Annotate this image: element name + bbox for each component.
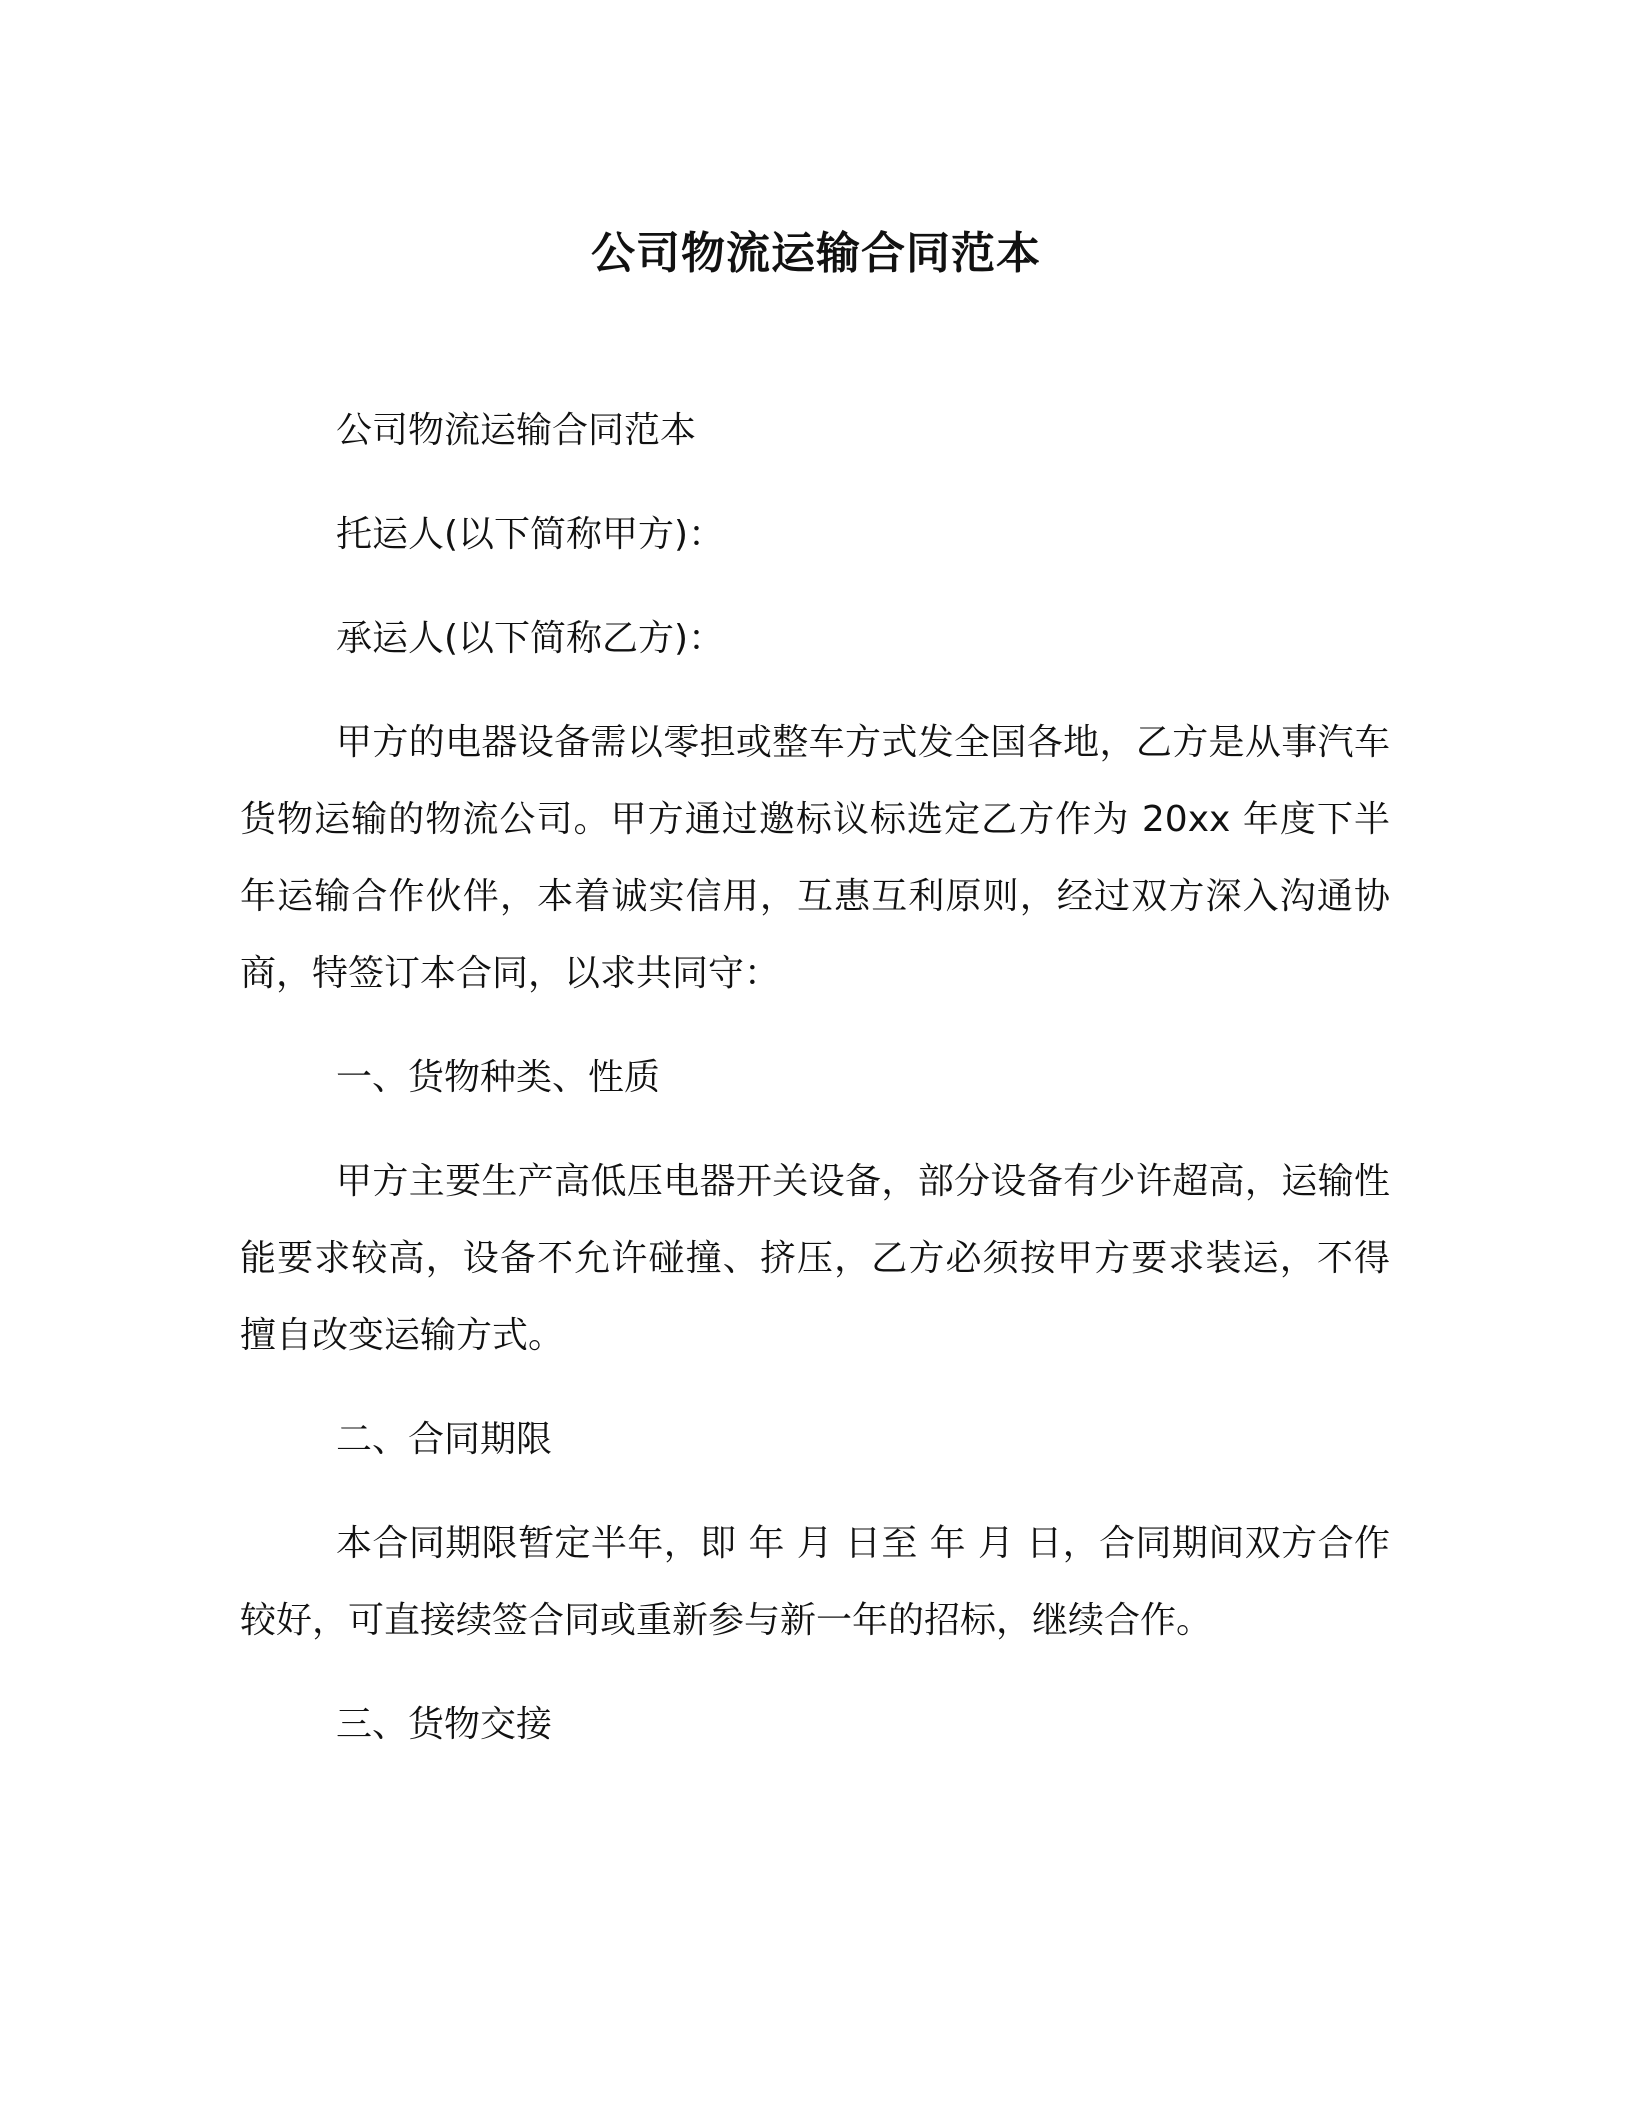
section-heading-goods: 一、货物种类、性质 bbox=[336, 1057, 661, 1098]
paragraph-shipper: 托运人(以下简称甲方)： bbox=[336, 514, 725, 555]
paragraph-goods: 甲方主要生产高低压电器开关设备，部分设备有少许超高，运输性能要求较高，设备不允许碰撞、挤压，乙方必须按甲方要求装运，不得擅自改变运输方式。 bbox=[240, 1161, 1390, 1356]
paragraph-subtitle: 公司物流运输合同范本 bbox=[336, 410, 697, 451]
section-heading-handover: 三、货物交接 bbox=[336, 1704, 553, 1745]
paragraph-carrier: 承运人(以下简称乙方)： bbox=[336, 618, 725, 659]
paragraph-preamble: 甲方的电器设备需以零担或整车方式发全国各地，乙方是从事汽车货物运输的物流公司。甲方通过邀标议标选定乙方作为 20xx 年度下半年运输合作伙伴，本着诚实信用，互惠互利原则，经过双方深入沟通协商，特签订本合同，以求共同守： bbox=[240, 722, 1390, 994]
document-body bbox=[240, 392, 1390, 1763]
paragraph-term: 本合同期限暂定半年，即 年 月 日至 年 月 日，合同期间双方合作较好，可直接续签合同或重新参与新一年的招标，继续合作。 bbox=[240, 1523, 1390, 1641]
section-heading-term: 二、合同期限 bbox=[336, 1419, 553, 1460]
document-title: 公司物流运输合同范本 bbox=[591, 228, 1041, 279]
